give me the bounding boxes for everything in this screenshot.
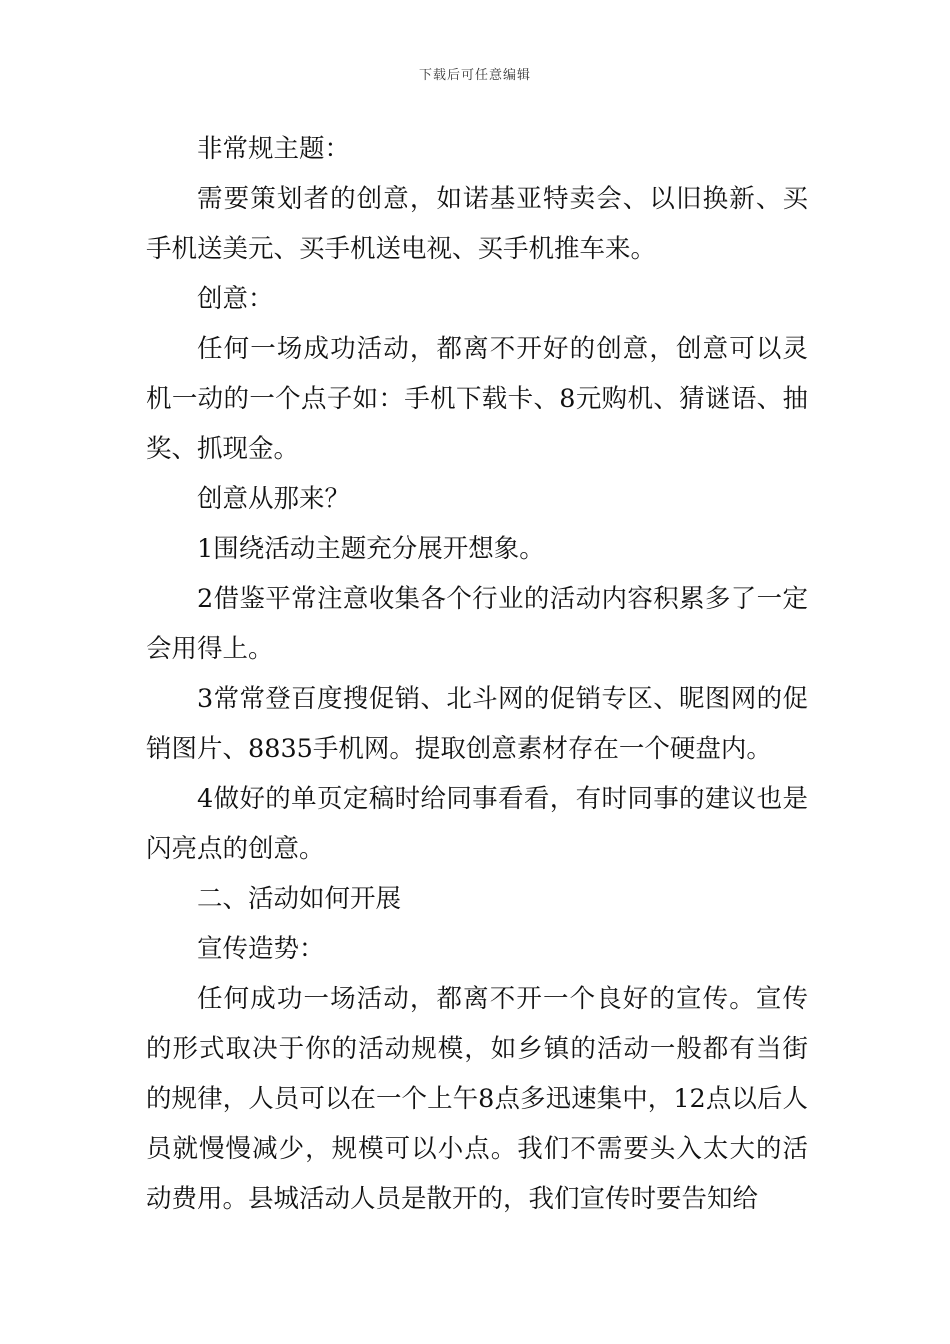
paragraph-promotion-heading: 宣传造势： <box>197 934 325 964</box>
section-heading-activity-execution: 二、活动如何开展 <box>197 884 402 914</box>
paragraph-creativity-body: 任何一场成功活动，都离不开好的创意，创意可以灵机一动的一个点子如：手机下载卡、8元购机、猜谜语、抽奖、抓现金。 <box>146 334 808 464</box>
paragraph-item-2: 2借鉴平常注意收集各个行业的活动内容积累多了一定会用得上。 <box>146 584 808 664</box>
paragraph-item-3: 3常常登百度搜促销、北斗网的促销专区、昵图网的促销图片、8835手机网。提取创意素材存在一个硬盘内。 <box>146 684 808 764</box>
paragraph-creativity-heading: 创意： <box>197 284 274 314</box>
paragraph-item-4: 4做好的单页定稿时给同事看看，有时同事的建议也是闪亮点的创意。 <box>146 784 808 864</box>
paragraph-unconventional-theme-body: 需要策划者的创意，如诺基亚特卖会、以旧换新、买手机送美元、买手机送电视、买手机推车来。 <box>146 184 808 264</box>
paragraph-creativity-source-heading: 创意从那来？ <box>197 484 351 514</box>
paragraph-promotion-body: 任何成功一场活动，都离不开一个良好的宣传。宣传的形式取决于你的活动规模，如乡镇的活动一般都有当街的规律，人员可以在一个上午8点多迅速集中，12点以后人员就慢慢减少，规模可以小点。我们不需要头入太大的活动费用。县城活动人员是散开的，我们宣传时要告知给 <box>146 984 808 1214</box>
page-header: 下载后可任意编辑 <box>418 68 531 83</box>
document-body <box>146 124 808 1224</box>
paragraph-item-1: 1围绕活动主题充分展开想象。 <box>197 534 545 564</box>
paragraph-unconventional-theme-heading: 非常规主题： <box>197 134 351 164</box>
